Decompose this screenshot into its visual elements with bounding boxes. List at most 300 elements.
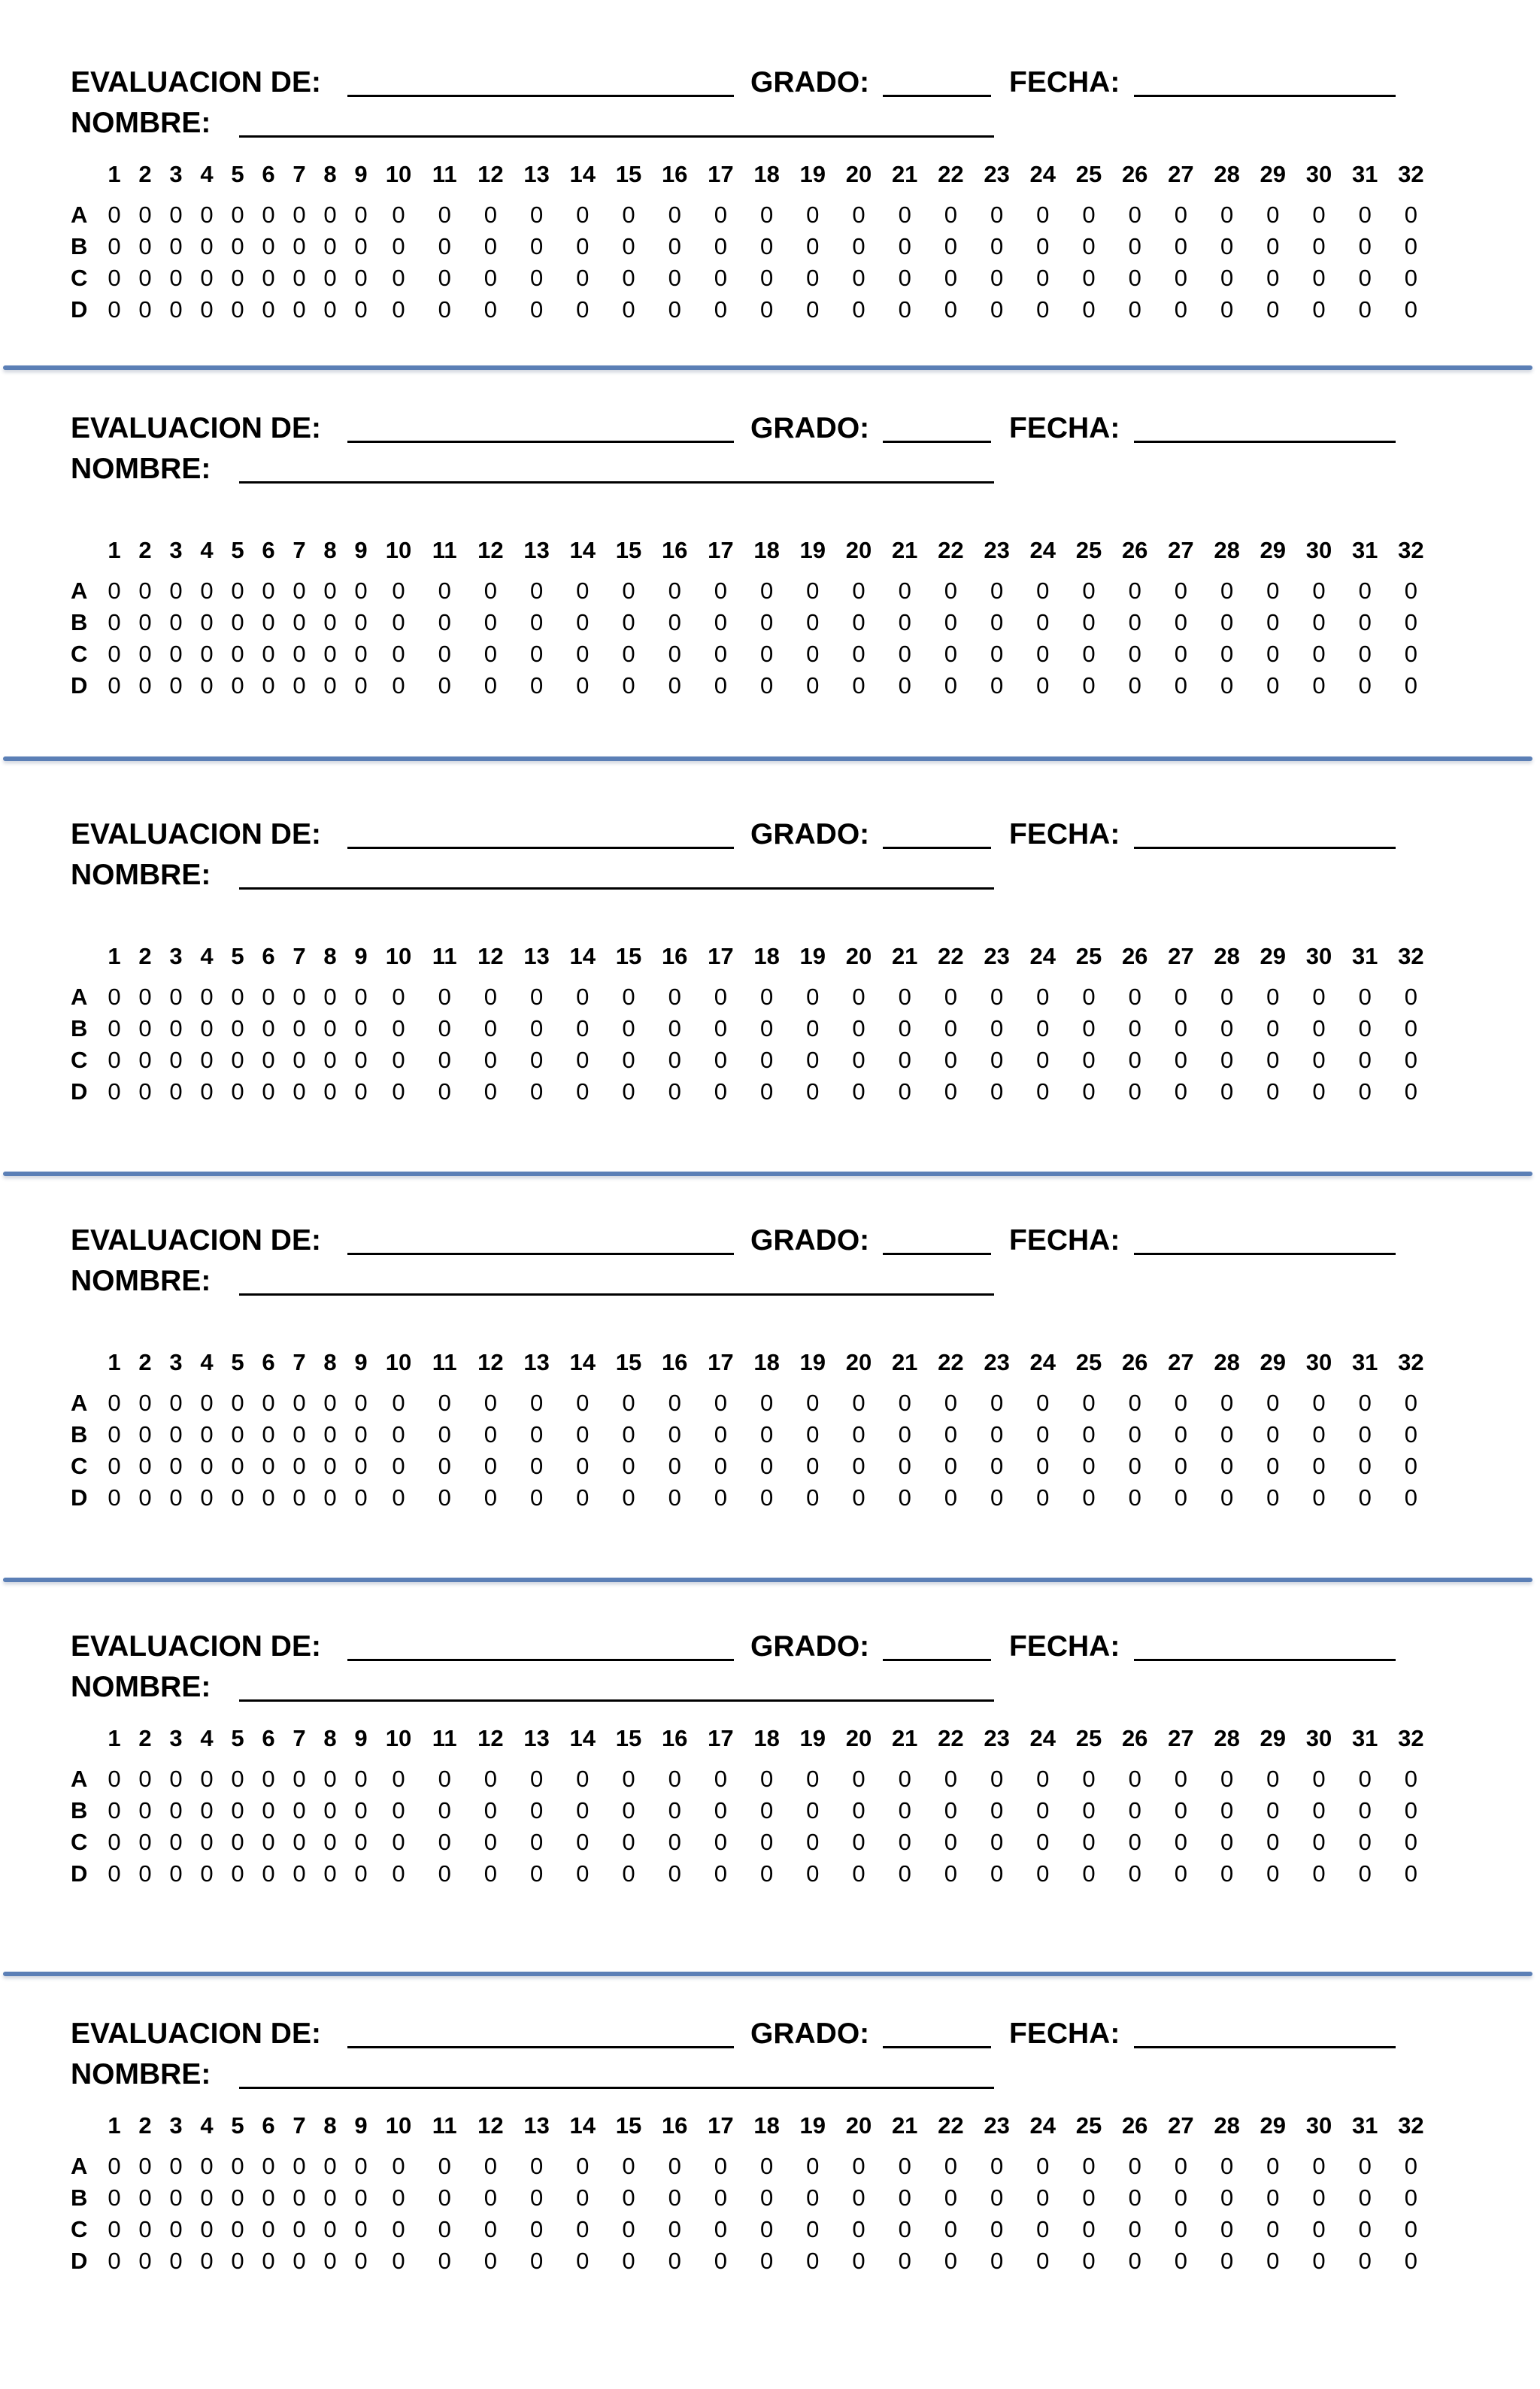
answer-bubble[interactable]: 0 [1404,1047,1418,1073]
answer-bubble[interactable]: 0 [323,1047,337,1073]
answer-bubble[interactable]: 0 [898,2216,911,2242]
answer-bubble[interactable]: 0 [806,1797,820,1824]
answer-bubble[interactable]: 0 [529,641,544,667]
answer-bubble[interactable]: 0 [1358,2248,1372,2274]
answer-bubble[interactable]: 0 [1404,1766,1418,1792]
answer-bubble[interactable]: 0 [714,1047,728,1073]
answer-bubble[interactable]: 0 [990,2184,1004,2211]
answer-bubble[interactable]: 0 [293,233,306,259]
answer-bubble[interactable]: 0 [1312,1860,1326,1887]
answer-bubble[interactable]: 0 [529,1390,544,1416]
answer-bubble[interactable]: 0 [1358,1390,1372,1416]
answer-bubble[interactable]: 0 [1220,672,1234,699]
answer-bubble[interactable]: 0 [354,578,368,604]
answer-bubble[interactable]: 0 [484,984,498,1010]
fecha-field[interactable] [1134,441,1396,443]
answer-bubble[interactable]: 0 [1128,1829,1141,1855]
answer-bubble[interactable]: 0 [1358,265,1372,291]
answer-bubble[interactable]: 0 [806,1829,820,1855]
answer-bubble[interactable]: 0 [529,2184,544,2211]
answer-bubble[interactable]: 0 [200,578,214,604]
answer-bubble[interactable]: 0 [1082,578,1096,604]
answer-bubble[interactable]: 0 [169,265,183,291]
answer-bubble[interactable]: 0 [898,1860,911,1887]
answer-bubble[interactable]: 0 [852,1829,865,1855]
answer-bubble[interactable]: 0 [1266,672,1280,699]
answer-bubble[interactable]: 0 [990,233,1004,259]
answer-bubble[interactable]: 0 [1128,202,1141,228]
answer-bubble[interactable]: 0 [262,1453,275,1479]
answer-bubble[interactable]: 0 [484,2153,498,2179]
answer-bubble[interactable]: 0 [484,641,498,667]
answer-bubble[interactable]: 0 [1128,1047,1141,1073]
answer-bubble[interactable]: 0 [108,296,121,323]
answer-bubble[interactable]: 0 [1266,233,1280,259]
answer-bubble[interactable]: 0 [1358,1766,1372,1792]
answer-bubble[interactable]: 0 [714,265,728,291]
answer-bubble[interactable]: 0 [1404,1421,1418,1448]
answer-bubble[interactable]: 0 [354,296,368,323]
answer-bubble[interactable]: 0 [108,265,121,291]
answer-bubble[interactable]: 0 [169,2248,183,2274]
answer-bubble[interactable]: 0 [354,1829,368,1855]
answer-bubble[interactable]: 0 [852,1766,865,1792]
answer-bubble[interactable]: 0 [262,1015,275,1041]
answer-bubble[interactable]: 0 [1358,578,1372,604]
answer-bubble[interactable]: 0 [806,1047,820,1073]
answer-bubble[interactable]: 0 [323,1860,337,1887]
answer-bubble[interactable]: 0 [990,2216,1004,2242]
answer-bubble[interactable]: 0 [293,1421,306,1448]
answer-bubble[interactable]: 0 [1266,1453,1280,1479]
answer-bubble[interactable]: 0 [1128,2248,1141,2274]
answer-bubble[interactable]: 0 [392,1015,405,1041]
answer-bubble[interactable]: 0 [438,672,451,699]
answer-bubble[interactable]: 0 [169,578,183,604]
answer-bubble[interactable]: 0 [990,1453,1004,1479]
answer-bubble[interactable]: 0 [169,1797,183,1824]
answer-bubble[interactable]: 0 [622,2153,635,2179]
answer-bubble[interactable]: 0 [293,265,306,291]
answer-bubble[interactable]: 0 [323,1797,337,1824]
answer-bubble[interactable]: 0 [169,1390,183,1416]
answer-bubble[interactable]: 0 [622,2216,635,2242]
answer-bubble[interactable]: 0 [1220,1421,1234,1448]
answer-bubble[interactable]: 0 [293,1766,306,1792]
answer-bubble[interactable]: 0 [1128,984,1141,1010]
answer-bubble[interactable]: 0 [293,1829,306,1855]
answer-bubble[interactable]: 0 [759,202,774,228]
answer-bubble[interactable]: 0 [668,1047,681,1073]
answer-bubble[interactable]: 0 [200,672,214,699]
answer-bubble[interactable]: 0 [944,2184,958,2211]
answer-bubble[interactable]: 0 [714,1015,728,1041]
answer-bubble[interactable]: 0 [200,1390,214,1416]
answer-bubble[interactable]: 0 [1312,1047,1326,1073]
answer-bubble[interactable]: 0 [200,1015,214,1041]
answer-bubble[interactable]: 0 [622,1829,635,1855]
answer-bubble[interactable]: 0 [484,1015,498,1041]
answer-bubble[interactable]: 0 [484,1860,498,1887]
answer-bubble[interactable]: 0 [852,233,865,259]
answer-bubble[interactable]: 0 [323,296,337,323]
answer-bubble[interactable]: 0 [898,2184,911,2211]
answer-bubble[interactable]: 0 [200,1421,214,1448]
answer-bubble[interactable]: 0 [262,1047,275,1073]
answer-bubble[interactable]: 0 [622,1797,635,1824]
answer-bubble[interactable]: 0 [852,1797,865,1824]
answer-bubble[interactable]: 0 [806,233,820,259]
evaluacion-field[interactable] [347,1253,734,1255]
answer-bubble[interactable]: 0 [529,1860,544,1887]
answer-bubble[interactable]: 0 [293,641,306,667]
answer-bubble[interactable]: 0 [108,202,121,228]
answer-bubble[interactable]: 0 [990,202,1004,228]
answer-bubble[interactable]: 0 [622,296,635,323]
answer-bubble[interactable]: 0 [1036,1453,1050,1479]
answer-bubble[interactable]: 0 [231,1453,244,1479]
answer-bubble[interactable]: 0 [1312,1766,1326,1792]
fecha-field[interactable] [1134,847,1396,849]
answer-bubble[interactable]: 0 [1174,1421,1188,1448]
answer-bubble[interactable]: 0 [529,265,544,291]
answer-bubble[interactable]: 0 [231,265,244,291]
answer-bubble[interactable]: 0 [231,1078,244,1105]
answer-bubble[interactable]: 0 [138,1484,152,1511]
answer-bubble[interactable]: 0 [1220,1484,1234,1511]
answer-bubble[interactable]: 0 [200,2153,214,2179]
answer-bubble[interactable]: 0 [759,1078,774,1105]
answer-bubble[interactable]: 0 [759,1829,774,1855]
answer-bubble[interactable]: 0 [169,1829,183,1855]
answer-bubble[interactable]: 0 [438,233,451,259]
answer-bubble[interactable]: 0 [200,2184,214,2211]
answer-bubble[interactable]: 0 [1266,1860,1280,1887]
answer-bubble[interactable]: 0 [990,2153,1004,2179]
answer-bubble[interactable]: 0 [169,2216,183,2242]
answer-bubble[interactable]: 0 [576,1421,590,1448]
answer-bubble[interactable]: 0 [354,1484,368,1511]
answer-bubble[interactable]: 0 [438,1453,451,1479]
fecha-field[interactable] [1134,1253,1396,1255]
answer-bubble[interactable]: 0 [108,1453,121,1479]
answer-bubble[interactable]: 0 [668,2248,681,2274]
answer-bubble[interactable]: 0 [529,672,544,699]
answer-bubble[interactable]: 0 [576,2184,590,2211]
answer-bubble[interactable]: 0 [1174,2153,1188,2179]
answer-bubble[interactable]: 0 [852,296,865,323]
answer-bubble[interactable]: 0 [759,609,774,635]
answer-bubble[interactable]: 0 [622,233,635,259]
answer-bubble[interactable]: 0 [108,578,121,604]
answer-bubble[interactable]: 0 [293,1797,306,1824]
nombre-field[interactable] [239,481,994,484]
answer-bubble[interactable]: 0 [1174,641,1188,667]
answer-bubble[interactable]: 0 [1174,984,1188,1010]
answer-bubble[interactable]: 0 [622,1078,635,1105]
answer-bubble[interactable]: 0 [1036,265,1050,291]
answer-bubble[interactable]: 0 [1174,265,1188,291]
answer-bubble[interactable]: 0 [1174,233,1188,259]
answer-bubble[interactable]: 0 [392,672,405,699]
answer-bubble[interactable]: 0 [231,1860,244,1887]
answer-bubble[interactable]: 0 [484,233,498,259]
answer-bubble[interactable]: 0 [323,672,337,699]
answer-bubble[interactable]: 0 [262,1766,275,1792]
answer-bubble[interactable]: 0 [1174,1766,1188,1792]
answer-bubble[interactable]: 0 [1266,296,1280,323]
answer-bubble[interactable]: 0 [1220,202,1234,228]
answer-bubble[interactable]: 0 [231,609,244,635]
evaluacion-field[interactable] [347,1659,734,1661]
answer-bubble[interactable]: 0 [169,233,183,259]
grado-field[interactable] [883,1253,991,1255]
answer-bubble[interactable]: 0 [231,578,244,604]
answer-bubble[interactable]: 0 [293,1390,306,1416]
answer-bubble[interactable]: 0 [1036,1078,1050,1105]
answer-bubble[interactable]: 0 [1358,672,1372,699]
answer-bubble[interactable]: 0 [668,1829,681,1855]
answer-bubble[interactable]: 0 [231,296,244,323]
answer-bubble[interactable]: 0 [1312,2216,1326,2242]
answer-bubble[interactable]: 0 [1404,609,1418,635]
answer-bubble[interactable]: 0 [169,1047,183,1073]
answer-bubble[interactable]: 0 [1036,984,1050,1010]
answer-bubble[interactable]: 0 [898,265,911,291]
answer-bubble[interactable]: 0 [484,1797,498,1824]
answer-bubble[interactable]: 0 [438,1484,451,1511]
answer-bubble[interactable]: 0 [231,202,244,228]
answer-bubble[interactable]: 0 [354,1390,368,1416]
answer-bubble[interactable]: 0 [138,233,152,259]
answer-bubble[interactable]: 0 [668,2184,681,2211]
grado-field[interactable] [883,847,991,849]
answer-bubble[interactable]: 0 [1266,1421,1280,1448]
answer-bubble[interactable]: 0 [1174,609,1188,635]
answer-bubble[interactable]: 0 [944,233,958,259]
answer-bubble[interactable]: 0 [576,1484,590,1511]
answer-bubble[interactable]: 0 [1036,2248,1050,2274]
answer-bubble[interactable]: 0 [262,202,275,228]
answer-bubble[interactable]: 0 [138,265,152,291]
answer-bubble[interactable]: 0 [1082,1015,1096,1041]
answer-bubble[interactable]: 0 [1404,1484,1418,1511]
answer-bubble[interactable]: 0 [484,1078,498,1105]
answer-bubble[interactable]: 0 [668,641,681,667]
answer-bubble[interactable]: 0 [392,202,405,228]
answer-bubble[interactable]: 0 [852,1484,865,1511]
answer-bubble[interactable]: 0 [1082,672,1096,699]
answer-bubble[interactable]: 0 [200,1797,214,1824]
answer-bubble[interactable]: 0 [668,2216,681,2242]
answer-bubble[interactable]: 0 [622,1453,635,1479]
answer-bubble[interactable]: 0 [852,641,865,667]
answer-bubble[interactable]: 0 [1266,2216,1280,2242]
answer-bubble[interactable]: 0 [1266,2248,1280,2274]
answer-bubble[interactable]: 0 [1220,1797,1234,1824]
answer-bubble[interactable]: 0 [484,1453,498,1479]
answer-bubble[interactable]: 0 [108,1860,121,1887]
answer-bubble[interactable]: 0 [990,1829,1004,1855]
answer-bubble[interactable]: 0 [576,578,590,604]
answer-bubble[interactable]: 0 [806,2248,820,2274]
answer-bubble[interactable]: 0 [1358,2153,1372,2179]
answer-bubble[interactable]: 0 [852,2248,865,2274]
answer-bubble[interactable]: 0 [668,265,681,291]
answer-bubble[interactable]: 0 [231,672,244,699]
answer-bubble[interactable]: 0 [1128,609,1141,635]
answer-bubble[interactable]: 0 [1404,2216,1418,2242]
answer-bubble[interactable]: 0 [714,641,728,667]
answer-bubble[interactable]: 0 [852,578,865,604]
answer-bubble[interactable]: 0 [576,265,590,291]
answer-bubble[interactable]: 0 [806,1766,820,1792]
answer-bubble[interactable]: 0 [262,1860,275,1887]
answer-bubble[interactable]: 0 [898,1390,911,1416]
answer-bubble[interactable]: 0 [806,1860,820,1887]
answer-bubble[interactable]: 0 [898,1829,911,1855]
nombre-field[interactable] [239,887,994,890]
answer-bubble[interactable]: 0 [262,2184,275,2211]
answer-bubble[interactable]: 0 [200,984,214,1010]
answer-bubble[interactable]: 0 [293,296,306,323]
answer-bubble[interactable]: 0 [392,2248,405,2274]
answer-bubble[interactable]: 0 [1036,578,1050,604]
answer-bubble[interactable]: 0 [1082,233,1096,259]
answer-bubble[interactable]: 0 [1220,578,1234,604]
answer-bubble[interactable]: 0 [668,1078,681,1105]
answer-bubble[interactable]: 0 [944,1390,958,1416]
answer-bubble[interactable]: 0 [806,578,820,604]
answer-bubble[interactable]: 0 [323,1453,337,1479]
answer-bubble[interactable]: 0 [1312,1484,1326,1511]
answer-bubble[interactable]: 0 [714,2153,728,2179]
answer-bubble[interactable]: 0 [1082,296,1096,323]
answer-bubble[interactable]: 0 [1404,202,1418,228]
answer-bubble[interactable]: 0 [898,233,911,259]
answer-bubble[interactable]: 0 [108,984,121,1010]
answer-bubble[interactable]: 0 [806,984,820,1010]
answer-bubble[interactable]: 0 [1036,233,1050,259]
answer-bubble[interactable]: 0 [262,1484,275,1511]
answer-bubble[interactable]: 0 [138,296,152,323]
answer-bubble[interactable]: 0 [438,1015,451,1041]
answer-bubble[interactable]: 0 [262,2153,275,2179]
answer-bubble[interactable]: 0 [944,1484,958,1511]
answer-bubble[interactable]: 0 [108,2248,121,2274]
answer-bubble[interactable]: 0 [323,1078,337,1105]
answer-bubble[interactable]: 0 [898,1421,911,1448]
answer-bubble[interactable]: 0 [354,1047,368,1073]
answer-bubble[interactable]: 0 [1220,1453,1234,1479]
answer-bubble[interactable]: 0 [622,641,635,667]
answer-bubble[interactable]: 0 [1358,1453,1372,1479]
answer-bubble[interactable]: 0 [714,2184,728,2211]
fecha-field[interactable] [1134,1659,1396,1661]
answer-bubble[interactable]: 0 [200,1860,214,1887]
answer-bubble[interactable]: 0 [1082,2153,1096,2179]
answer-bubble[interactable]: 0 [806,2216,820,2242]
answer-bubble[interactable]: 0 [138,202,152,228]
answer-bubble[interactable]: 0 [1082,984,1096,1010]
answer-bubble[interactable]: 0 [438,1421,451,1448]
answer-bubble[interactable]: 0 [138,1047,152,1073]
grado-field[interactable] [883,1659,991,1661]
answer-bubble[interactable]: 0 [1128,1860,1141,1887]
answer-bubble[interactable]: 0 [1312,202,1326,228]
answer-bubble[interactable]: 0 [484,1390,498,1416]
answer-bubble[interactable]: 0 [1220,296,1234,323]
answer-bubble[interactable]: 0 [1036,1797,1050,1824]
answer-bubble[interactable]: 0 [714,233,728,259]
answer-bubble[interactable]: 0 [354,1015,368,1041]
answer-bubble[interactable]: 0 [354,2184,368,2211]
answer-bubble[interactable]: 0 [576,984,590,1010]
answer-bubble[interactable]: 0 [1082,1797,1096,1824]
answer-bubble[interactable]: 0 [622,265,635,291]
answer-bubble[interactable]: 0 [438,578,451,604]
answer-bubble[interactable]: 0 [293,1078,306,1105]
answer-bubble[interactable]: 0 [200,609,214,635]
answer-bubble[interactable]: 0 [231,1766,244,1792]
answer-bubble[interactable]: 0 [806,641,820,667]
answer-bubble[interactable]: 0 [1266,1047,1280,1073]
answer-bubble[interactable]: 0 [108,2153,121,2179]
answer-bubble[interactable]: 0 [1036,641,1050,667]
answer-bubble[interactable]: 0 [1358,1015,1372,1041]
answer-bubble[interactable]: 0 [576,1860,590,1887]
answer-bubble[interactable]: 0 [1358,1421,1372,1448]
answer-bubble[interactable]: 0 [200,641,214,667]
answer-bubble[interactable]: 0 [293,2153,306,2179]
evaluacion-field[interactable] [347,2046,734,2048]
answer-bubble[interactable]: 0 [484,578,498,604]
answer-bubble[interactable]: 0 [1220,2153,1234,2179]
answer-bubble[interactable]: 0 [484,202,498,228]
answer-bubble[interactable]: 0 [1036,1390,1050,1416]
answer-bubble[interactable]: 0 [169,609,183,635]
answer-bubble[interactable]: 0 [1266,1829,1280,1855]
answer-bubble[interactable]: 0 [990,1390,1004,1416]
answer-bubble[interactable]: 0 [990,1047,1004,1073]
answer-bubble[interactable]: 0 [759,2216,774,2242]
answer-bubble[interactable]: 0 [529,1766,544,1792]
answer-bubble[interactable]: 0 [990,265,1004,291]
answer-bubble[interactable]: 0 [714,1484,728,1511]
answer-bubble[interactable]: 0 [806,296,820,323]
answer-bubble[interactable]: 0 [1128,1078,1141,1105]
evaluacion-field[interactable] [347,847,734,849]
answer-bubble[interactable]: 0 [169,1078,183,1105]
answer-bubble[interactable]: 0 [1358,984,1372,1010]
answer-bubble[interactable]: 0 [714,1453,728,1479]
answer-bubble[interactable]: 0 [438,1797,451,1824]
answer-bubble[interactable]: 0 [714,1390,728,1416]
answer-bubble[interactable]: 0 [944,202,958,228]
answer-bubble[interactable]: 0 [392,1484,405,1511]
answer-bubble[interactable]: 0 [323,1484,337,1511]
fecha-field[interactable] [1134,95,1396,97]
answer-bubble[interactable]: 0 [1404,1078,1418,1105]
answer-bubble[interactable]: 0 [1128,296,1141,323]
answer-bubble[interactable]: 0 [1266,1390,1280,1416]
answer-bubble[interactable]: 0 [852,2216,865,2242]
answer-bubble[interactable]: 0 [1404,296,1418,323]
answer-bubble[interactable]: 0 [1174,202,1188,228]
answer-bubble[interactable]: 0 [668,1484,681,1511]
answer-bubble[interactable]: 0 [1358,233,1372,259]
answer-bubble[interactable]: 0 [852,1453,865,1479]
